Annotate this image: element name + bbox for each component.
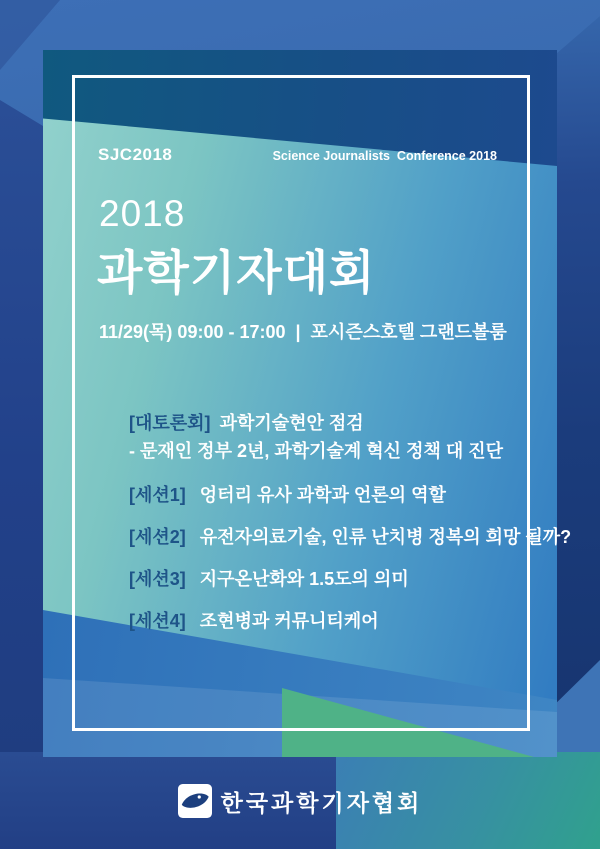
bg-left-column [0,100,43,760]
program-label: [대토론회] [129,413,211,433]
schedule-line: 11/29(목) 09:00 - 17:00 | 포시즌스호텔 그랜드볼룸 [99,322,507,342]
footer-org [0,784,600,818]
program-label: [세션2] [129,527,186,547]
title-year: 2018 [99,193,186,234]
program-text: 과학기술현안 점검 [219,413,364,433]
program-label: [세션3] [129,569,186,589]
program-text: - 문재인 정부 2년, 과학기술계 혁신 정책 대 진단 [129,441,504,461]
org-name: 한국과학기자협회 [220,789,423,816]
ksja-eye-logo-icon [178,784,212,818]
program-row [99,586,379,654]
program-text: 엉터리 유사 과학과 언론의 역할 [194,485,446,505]
title-main: 과학기자대회 [97,246,376,299]
conference-name-en: Science Journalists Conference 2018 [272,149,497,163]
program-label: [세션1] [129,485,186,505]
program-text: 유전자의료기술, 인류 난치병 정복의 희망 될까? [194,527,572,547]
program-text: 조현병과 커뮤니티케어 [194,611,379,631]
bg-right-column [556,16,600,776]
badge-sjc2018: SJC2018 [98,145,173,164]
program-label: [세션4] [129,611,186,631]
poster-card [43,50,572,757]
program-text: 지구온난화와 1.5도의 의미 [194,569,409,589]
